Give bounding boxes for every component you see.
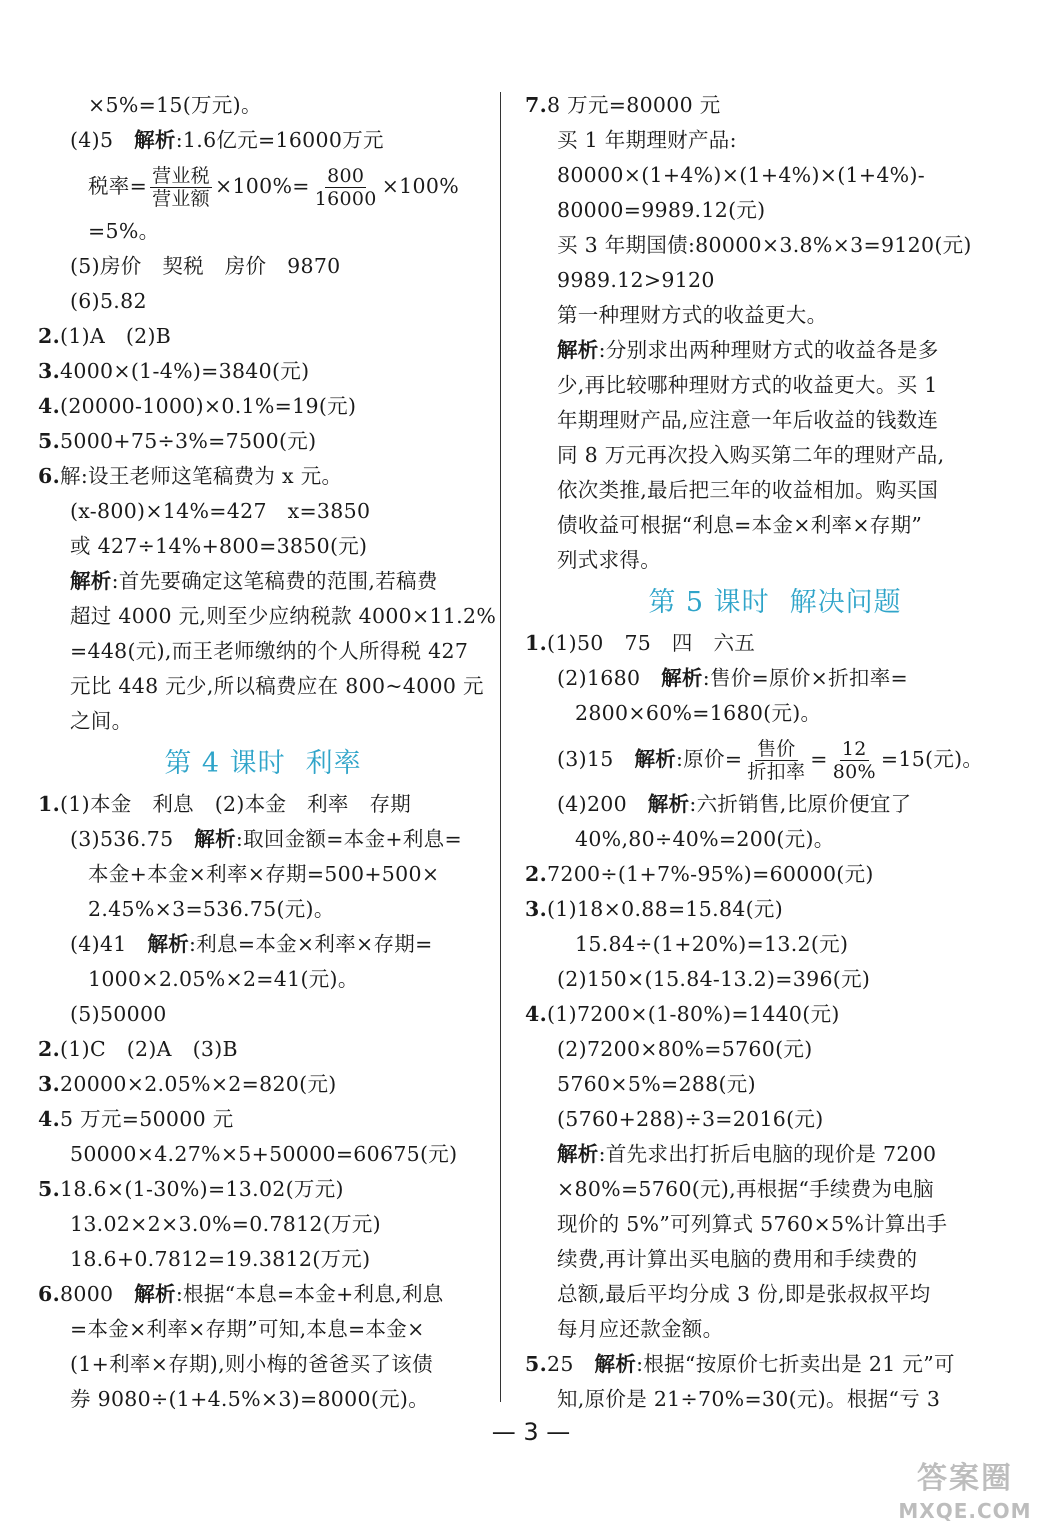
text-line: 每月应还款金额。 [557,1317,724,1341]
text-line: 18.6+0.7812=19.3812(万元) [70,1247,371,1271]
text-line: 13.02×2×3.0%=0.7812(万元) [70,1212,381,1236]
answer-item: 1.(1)本金 利息 (2)本金 利率 存期 [38,792,412,816]
analysis-line: (4)200 解析:六折销售,比原价便宜了 [557,792,912,816]
text-line: 超过 4000 元,则至少应纳税款 4000×11.2% [70,604,497,628]
text-line: (2)150×(15.84-13.2)=396(元) [557,967,871,991]
text-line: 50000×4.27%×5+50000=60675(元) [70,1142,458,1166]
analysis-line: (2)1680 解析:售价=原价×折扣率= [557,666,908,690]
text-line: 现价的 5%”可列算式 5760×5%计算出手 [557,1212,948,1236]
text-line: =448(元),而王老师缴纳的个人所得税 427 [70,639,469,663]
text-line: 2.45%×3=536.75(元)。 [88,897,335,921]
text-line: 第一种理财方式的收益更大。 [557,303,828,327]
text-line: ×80%=5760(元),再根据“手续费为电脑 [557,1177,934,1201]
analysis-line: (3)536.75 解析:取回金额=本金+利息= [70,827,462,851]
text-line: (2)7200×80%=5760(元) [557,1037,813,1061]
column-divider [500,92,501,1402]
answer-item: 4.(1)7200×(1-80%)=1440(元) [525,1002,840,1026]
text-line: 券 9080÷(1+4.5%×3)=8000(元)。 [70,1387,430,1411]
answer-item: 5.25 解析:根据“按原价七折卖出是 21 元”可 [525,1352,955,1376]
text-line: 知,原价是 21÷70%=30(元)。根据“亏 3 [557,1387,941,1411]
text-line: 1000×2.05%×2=41(元)。 [88,967,359,991]
answer-item: 6.解:设王老师这笔稿费为 x 元。 [38,464,343,488]
text-line: 债收益可根据“利息=本金×利率×存期” [557,513,923,537]
watermark-logo [890,1460,1040,1530]
answer-item: 6.8000 解析:根据“本息=本金+利息,利息 [38,1282,444,1306]
text-line: (4)5 解析:1.6亿元=16000万元 [70,128,384,152]
watermark-url: MXQE.COM [898,1499,1032,1523]
formula-tax-rate: 税率= $\frac{\text{营业税}}{\text{营业额}}$ ×100%= $\frac{800}{16000}$ ×100% [88,165,459,210]
text-line: 年期理财产品,应注意一年后收益的钱数连 [557,408,939,432]
text-line: 同 8 万元再次投入购买第二年的理财产品, [557,443,945,467]
text-line: (6)5.82 [70,289,147,313]
watermark-title: 答案圈 [917,1461,1013,1496]
text-line: 少,再比较哪种理财方式的收益更大。买 1 [557,373,938,397]
text-line: 续费,再计算出买电脑的费用和手续费的 [557,1247,918,1271]
answer-item: 5.5000+75÷3%=7500(元) [38,429,317,453]
analysis-line: (4)41 解析:利息=本金×利率×存期= [70,932,433,956]
section-heading-lesson-5: 第 5 课时 解决问题 [648,587,902,618]
text-line: 5760×5%=288(元) [557,1072,756,1096]
text-line: 40%,80÷40%=200(元)。 [575,827,835,851]
text-line: (5)50000 [70,1002,167,1026]
analysis-line: 解析:首先求出打折后电脑的现价是 7200 [557,1142,937,1166]
formula-original-price: (3)15 解析:原价= $\frac{\text{售价}}{\text{折扣率}}$ = $\frac{12}{80\%}$ =15(元)。 [557,738,984,783]
text-line: ×5%=15(万元)。 [88,93,262,117]
right-column [525,88,1025,1417]
answer-item: 3.4000×(1-4%)=3840(元) [38,359,310,383]
text-line: (5)房价 契税 房价 9870 [70,254,341,278]
text-line: 本金+本金×利率×存期=500+500× [88,862,440,886]
answer-item: 3.20000×2.05%×2=820(元) [38,1072,337,1096]
text-line: 80000=9989.12(元) [557,198,766,222]
answer-item: 5.18.6×(1-30%)=13.02(万元) [38,1177,344,1201]
text-line: 9989.12>9120 [557,268,715,292]
text-line: 之间。 [70,709,133,733]
answer-item: 4.(20000-1000)×0.1%=19(元) [38,394,357,418]
text-line: 元比 448 元少,所以稿费应在 800~4000 元 [70,674,484,698]
text-line: 15.84÷(1+20%)=13.2(元) [575,932,849,956]
page-number: — 3 — [491,1418,571,1446]
answer-item: 2.(1)C (2)A (3)B [38,1037,238,1061]
answer-item: 4.5 万元=50000 元 [38,1107,234,1131]
text-line: 总额,最后平均分成 3 份,即是张叔叔平均 [557,1282,931,1306]
text-line: 买 3 年期国债:80000×3.8%×3=9120(元) [557,233,972,257]
analysis-line: 解析:分别求出两种理财方式的收益各是多 [557,338,939,362]
answer-item: 7.8 万元=80000 元 [525,93,721,117]
text-line: 80000×(1+4%)×(1+4%)×(1+4%)- [557,163,925,187]
answer-item: 2.(1)A (2)B [38,324,172,348]
text-line: 买 1 年期理财产品: [557,128,737,152]
text-line: =本金×利率×存期”可知,本息=本金× [70,1317,425,1341]
section-heading-lesson-4: 第 4 课时 利率 [164,748,362,779]
text-line: 依次类推,最后把三年的收益相加。购买国 [557,478,939,502]
analysis-line: 解析:首先要确定这笔稿费的范围,若稿费 [70,569,438,593]
text-line: (5760+288)÷3=2016(元) [557,1107,824,1131]
text-line: 列式求得。 [557,548,661,572]
answer-item: 2.7200÷(1+7%-95%)=60000(元) [525,862,874,886]
text-line: 或 427÷14%+800=3850(元) [70,534,368,558]
text-line: 2800×60%=1680(元)。 [575,701,822,725]
left-column [38,88,497,1417]
text-line: (1+利率×存期),则小梅的爸爸买了该债 [70,1352,433,1376]
answer-item: 1.(1)50 75 四 六五 [525,631,756,655]
text-line: =5%。 [88,219,160,243]
text-line: (x-800)×14%=427 x=3850 [70,499,371,523]
answer-item: 3.(1)18×0.88=15.84(元) [525,897,784,921]
